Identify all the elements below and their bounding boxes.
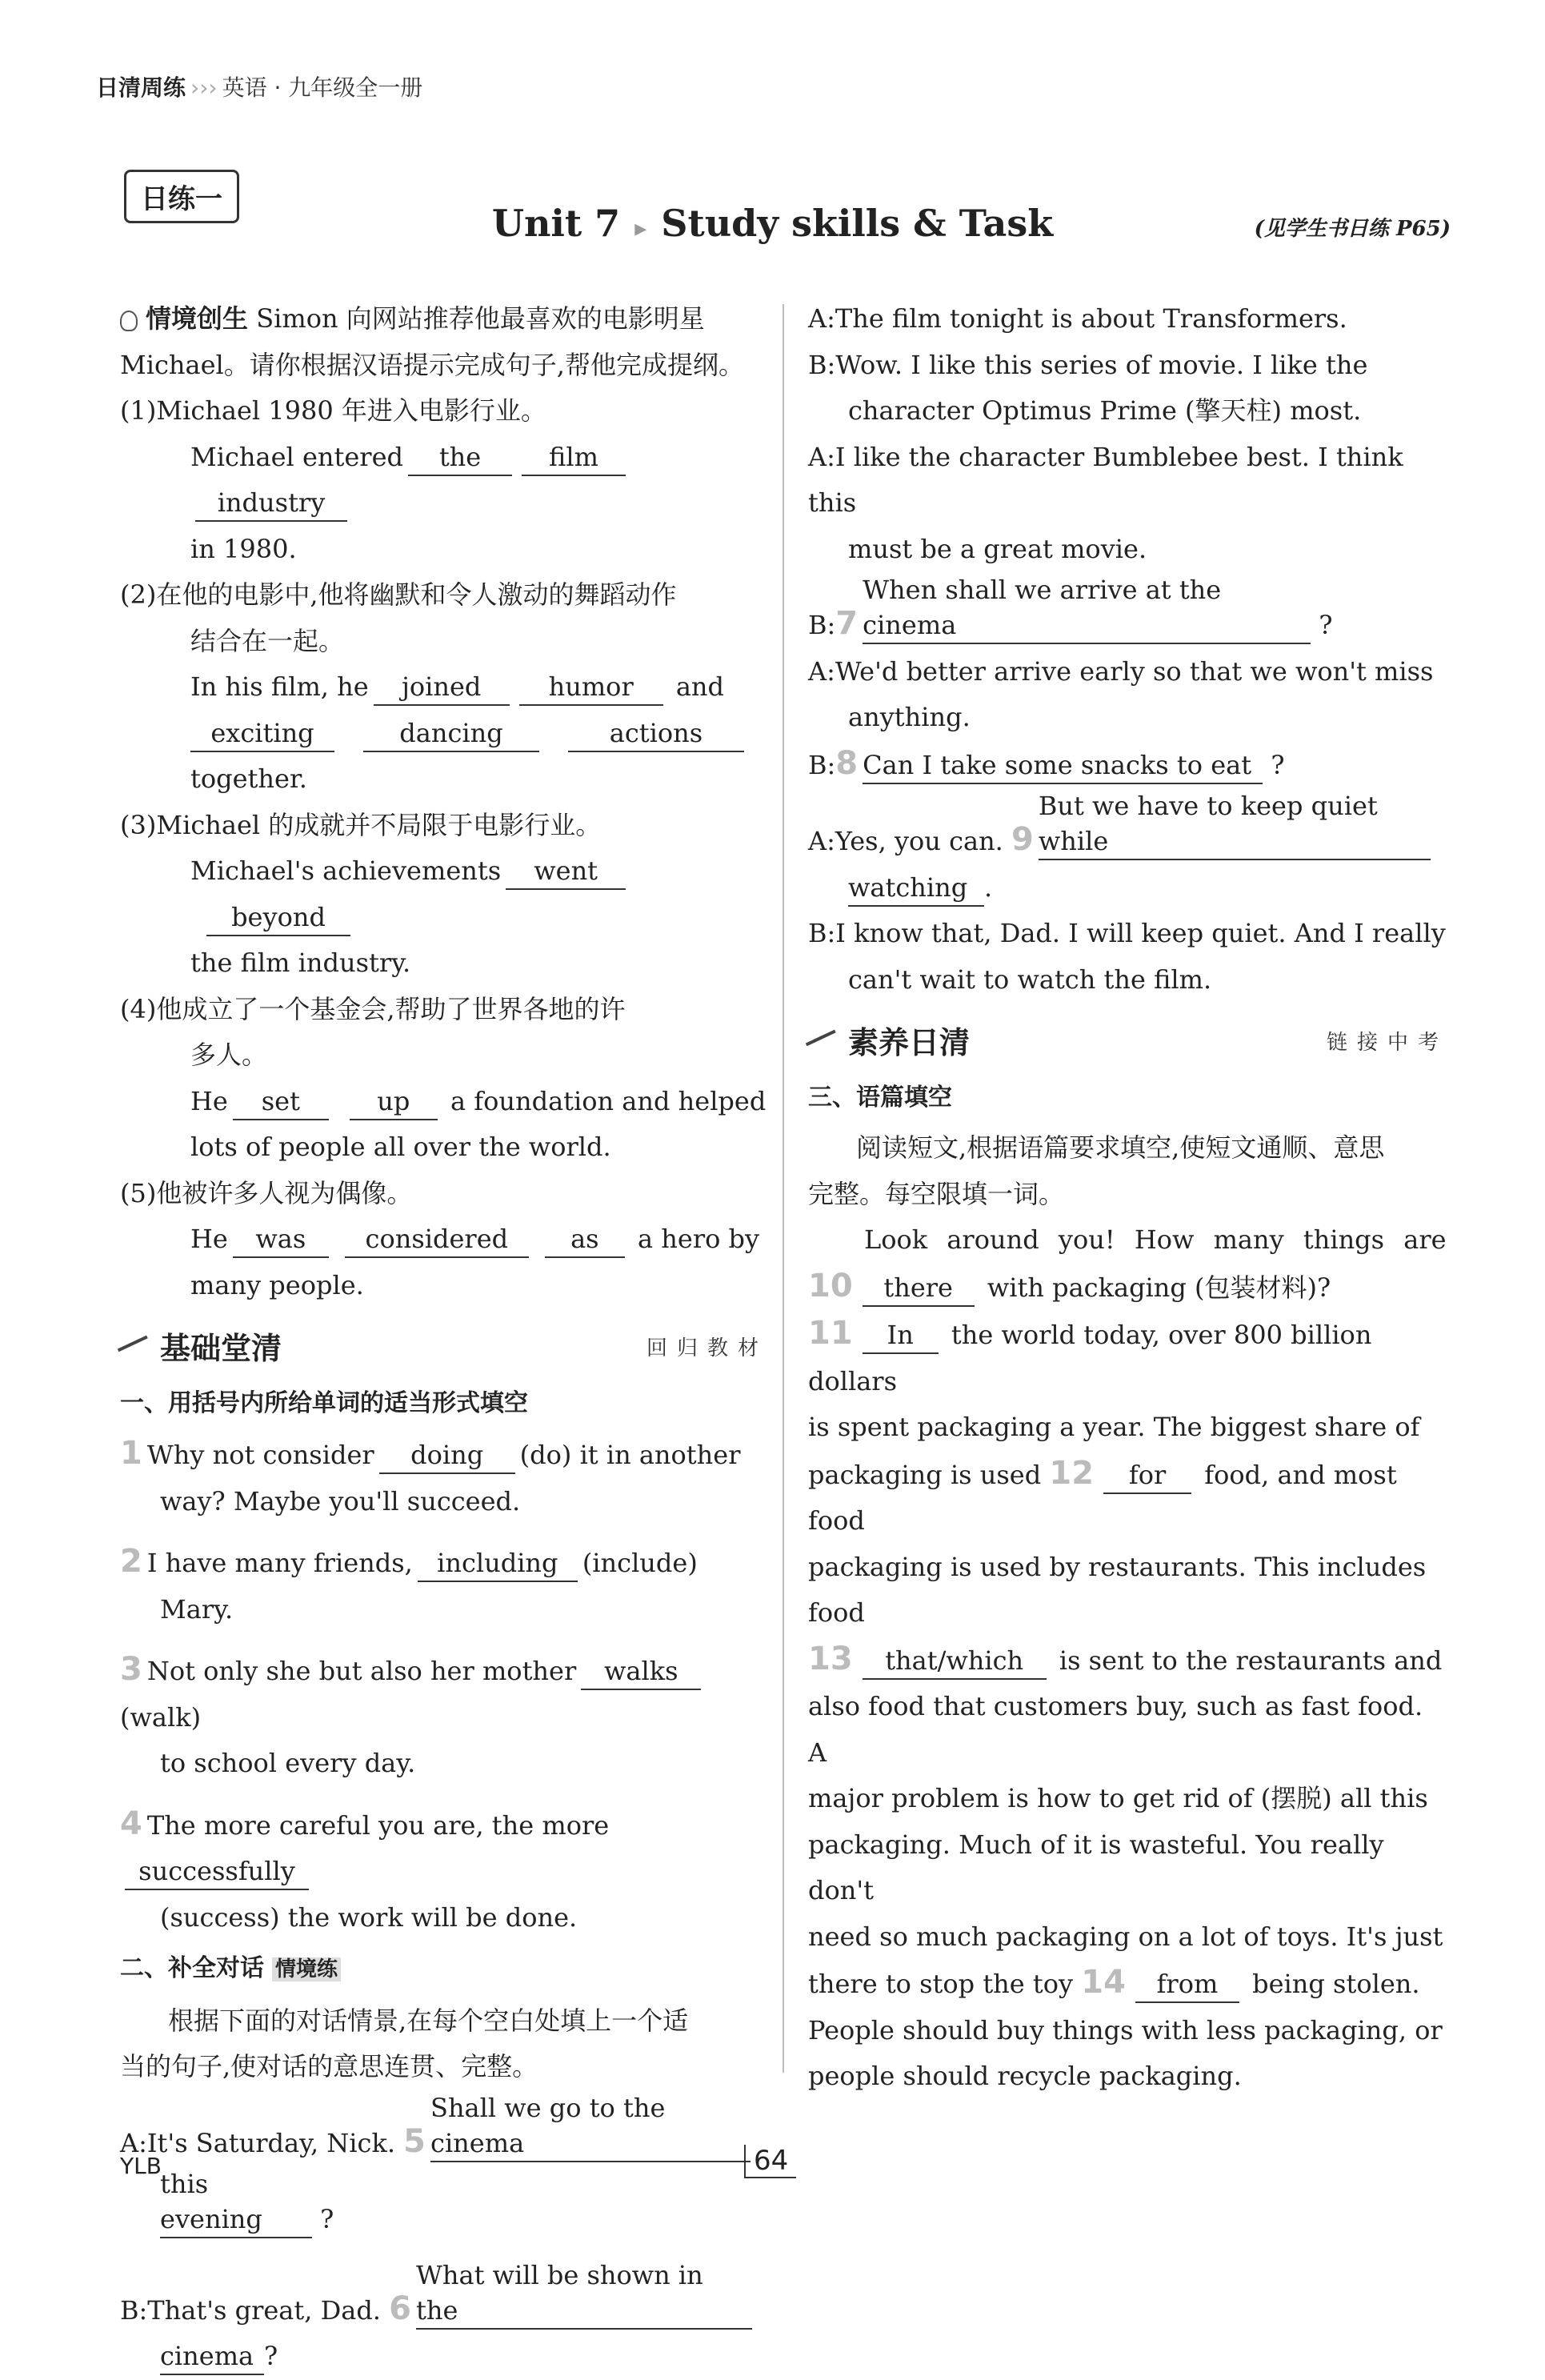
q3-chinese: (3)Michael 的成就并不局限于电影行业。 [120,809,602,840]
answer-blank: that/which [863,1643,1047,1680]
answer-blank: went [506,853,626,890]
passage-line: need so much packaging on a lot of toys. It's just [808,1921,1443,1952]
left-column [120,296,768,2380]
literacy-heading [808,1020,1448,1067]
answer-blank: Can I take some snacks to eat [863,747,1263,784]
dialog-line: B:Wow. I like this series of movie. I like the [808,349,1368,380]
answer-blank: cinema [160,2338,264,2375]
dialog-line: anything. [848,702,971,732]
dialog-line: B:I know that, Dad. I will keep quiet. And I really [808,918,1446,948]
dialog-9: A:Yes, you can. 9But we have to keep quiet while [808,788,1448,865]
item-number: 10 [808,1267,853,1304]
part3-intro-2: 完整。每空限填一词。 [808,1178,1065,1209]
context-badge: 情境练 [272,1957,341,1981]
item-number: 2 [120,1543,142,1580]
dialog-6-end: cinema ? [120,2334,768,2380]
answer-blank: watching [848,870,984,907]
column-divider [783,304,784,2073]
passage-line: there to stop the toy 14 from being stolen. [808,1960,1448,2008]
passage-line: 10 there with packaging (包装材料)? [808,1264,1448,1312]
item-number: 11 [808,1315,853,1352]
answer-blank: for [1103,1457,1191,1494]
item-number: 8 [835,744,859,782]
dialog-line: must be a great movie. [848,533,1147,564]
answer-blank: What will be shown in the [416,2258,752,2330]
answer-blank: including [418,1545,578,1582]
triangle-icon: ▸ [634,214,647,242]
lightbulb-icon [120,311,138,331]
answer-blank: joined [374,669,510,706]
answer-blank: there [863,1270,975,1307]
page-number: 64 [744,2145,796,2177]
answer-blank: But we have to keep quiet while [1039,788,1431,860]
leaf-icon [118,1335,154,1366]
answer-blank: beyond [206,900,350,936]
answer-blank: was [233,1221,329,1258]
dialog-5-end: this evening ? [120,2166,768,2243]
right-column [808,296,1448,2100]
passage-line: 13 that/which is sent to the restaurants and [808,1637,1448,1685]
q1-english-end: in 1980. [190,533,297,564]
part2-intro-1: 根据下面的对话情景,在每个空白处填上一个适 [168,2005,689,2036]
answer-blank: In [863,1317,939,1354]
leaf-icon [806,1029,843,1060]
q4-english: He set up a foundation and helped [120,1079,768,1125]
dialog-line: can't wait to watch the film. [848,964,1212,995]
passage-line: Look around you! How many things are [864,1224,1447,1255]
day-exercise-badge: 日练一 [124,170,239,223]
q1-chinese: (1)Michael 1980 年进入电影行业。 [120,395,546,426]
q5-english-end: many people. [190,1269,364,1300]
unit-label: Unit 7 [491,202,621,245]
dialog-5: A:It's Saturday, Nick. 5Shall we go to the cinema [120,2090,768,2167]
answer-blank: industry [195,485,347,522]
q4-chinese-2: 多人。 [190,1040,268,1070]
answer-blank: as [545,1221,625,1258]
part2-intro-2: 当的句子,使对话的意思连贯、完整。 [120,2051,538,2081]
dialog-6: B:That's great, Dad. 6What will be shown in the [120,2258,768,2334]
dialog-line: A:I like the character Bumblebee best. I think this [808,441,1403,518]
reference-note: (见学生书日练 P65) [1254,217,1451,241]
item-3-end: to school every day. [160,1748,416,1778]
basics-title: 基础堂清 [160,1331,282,1366]
q4-english-end: lots of people all over the world. [190,1132,611,1162]
item-number: 7 [835,605,859,642]
passage-line: is spent packaging a year. The biggest share of [808,1412,1420,1442]
answer-blank: actions [568,715,744,752]
q1-english: Michael entered the filmindustry [120,435,768,527]
q5-english: He was considered as a hero by [120,1216,768,1263]
literacy-tag: 链接中考 [1326,1031,1448,1055]
series-name: 日清周练 [96,74,186,101]
item-2: 2 I have many friends, including (include) [120,1539,768,1587]
passage-line: 11 In the world today, over 800 billion dollars [808,1315,1372,1396]
dialog-9-end: watching . [808,865,1448,912]
part2-heading: 二、补全对话 情境练 [120,1945,768,1993]
item-number: 3 [120,1651,142,1688]
dialog-8: B:8 Can I take some snacks to eat ? [808,741,1448,789]
answer-blank: from [1135,1966,1239,2003]
passage-line: also food that customers buy, such as fast food. A [808,1691,1423,1768]
item-1: 1 Why not consider doing (do) it in another [120,1431,768,1479]
passage-line: people should recycle packaging. [808,2061,1242,2091]
answer-blank: this evening [160,2166,312,2238]
item-number: 6 [389,2290,411,2327]
q2-chinese-1: (2)在他的电影中,他将幽默和令人激动的舞蹈动作 [120,579,677,610]
item-4-end: (success) the work will be done. [160,1901,578,1933]
q3-english-end: the film industry. [190,948,411,978]
answer-blank: dancing [363,715,539,752]
part1-heading: 一、用括号内所给单词的适当形式填空 [120,1388,528,1417]
running-header [96,70,422,102]
q5-chinese: (5)他被许多人视为偶像。 [120,1177,413,1208]
answer-blank: film [522,439,626,476]
dialog-line: character Optimus Prime (擎天柱) most. [848,395,1362,426]
part3-intro-1: 阅读短文,根据语篇要求填空,使短文通顺、意思 [856,1132,1385,1163]
answer-blank: walks [581,1653,701,1690]
answer-blank: exciting [190,715,334,752]
item-number: 14 [1081,1964,1126,2001]
dialog-line: A:The film tonight is about Transformers. [808,303,1347,334]
literacy-title: 素养日清 [848,1025,971,1060]
passage-line: packaging is used by restaurants. This includes food [808,1551,1427,1628]
answer-blank: doing [379,1437,515,1474]
passage-line: packaging is used 12 for food, and most food [808,1454,1397,1536]
item-number: 13 [808,1640,853,1677]
item-number: 5 [403,2122,426,2160]
item-number: 4 [120,1805,142,1842]
unit-topic: Study skills & Task [661,202,1054,245]
answer-blank: humor [519,669,663,706]
q2-chinese-2: 结合在一起。 [190,625,345,656]
passage-line: People should buy things with less packaging, or [808,2014,1443,2045]
basics-tag: 回归教材 [646,1336,768,1360]
scenario-intro [120,296,768,343]
q2-english: In his film, he joined humor and [120,664,768,711]
answer-blank: the [408,439,512,476]
item-2-end: Mary. [160,1593,234,1625]
item-4: 4 The more careful you are, the moresuccessfully [120,1801,768,1895]
dialog-7: B:7When shall we arrive at the cinema ? [808,572,1448,649]
q4-chinese-1: (4)他成立了一个基金会,帮助了世界各地的许 [120,993,626,1024]
dialog-line: A:We'd better arrive early so that we won't miss [808,655,1434,687]
scenario-intro-1: Simon 向网站推荐他最喜欢的电影明星 [256,303,705,334]
answer-blank: set [233,1084,329,1120]
passage-line: packaging. Much of it is wasteful. You really don't [808,1829,1384,1905]
item-number: 1 [120,1435,142,1472]
answer-blank: considered [345,1221,529,1258]
item-number: 9 [1011,821,1034,858]
scenario-label: 情境创生 [146,303,249,334]
footer-code: YLB [120,2153,162,2179]
chevron-icon: ››› [190,74,218,101]
item-3: 3 Not only she but also her mother walks(walk) [120,1647,768,1741]
q2-english-end: together. [190,763,307,794]
q2-english-2 [120,711,768,757]
q3-english: Michael's achievements wentbeyond [120,848,768,940]
subject-name: 英语 · 九年级全一册 [222,74,423,101]
part3-heading: 三、语篇填空 [808,1083,952,1112]
answer-blank: up [350,1084,438,1120]
answer-blank: When shall we arrive at the cinema [863,572,1311,644]
scenario-intro-2: Michael。请你根据汉语提示完成句子,帮他完成提纲。 [120,349,744,380]
item-1-end: way? Maybe you'll succeed. [160,1485,521,1517]
item-number: 12 [1049,1454,1095,1492]
passage-line: major problem is how to get rid of (摆脱) all this [808,1783,1428,1813]
basics-heading [120,1326,768,1372]
answer-blank: successfully [125,1853,309,1890]
answer-blank: Shall we go to the cinema [430,2090,750,2162]
